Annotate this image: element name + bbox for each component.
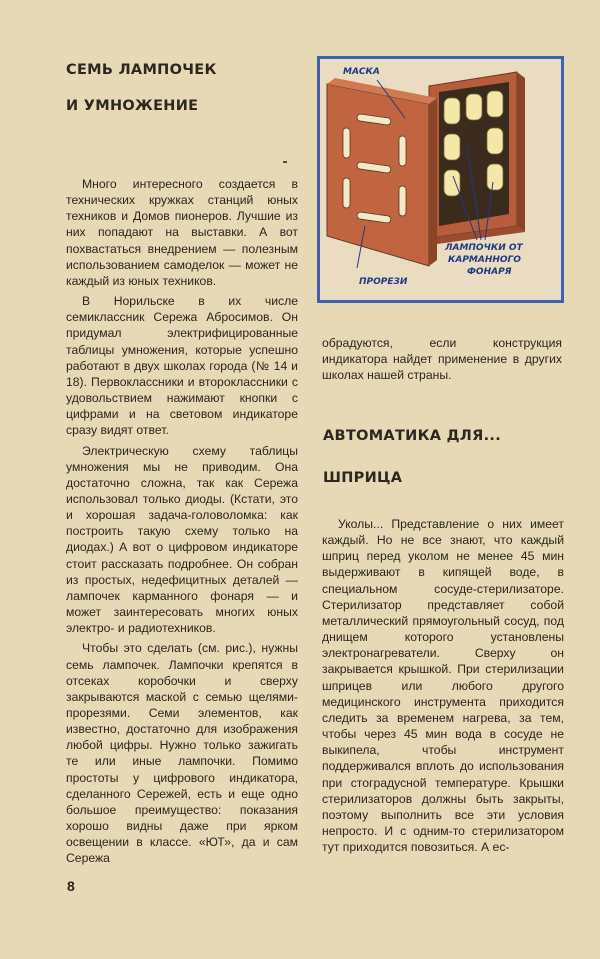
article1-paragraph: Чтобы это сделать (см. рис.), нужны семь лампочек. Лампочки крепятся в отсеках коробочки и сверху закрываются маской с семью щелями-прорезями. Семи элементов, как известно, достаточно для изображения любой цифры. Нужно только зажигать те или иные лампочки. Помимо простоты у цифрового индикатора, сделанного Сережей, есть и еще одно большое преимущество: показания хорошо видны даже при ярком освещении в классе. «ЮТ», да и сам Сережа bbox=[66, 641, 298, 866]
article1-title-line1: СЕМЬ ЛАМПОЧЕК bbox=[66, 62, 217, 78]
article1-title-line2: И УМНОЖЕНИЕ bbox=[66, 98, 199, 114]
article1-paragraph: Много интересного создается в технических кружках станций юных техников и Домов пионеров. Лучшие из них попадают на выставки. А вот похвастаться внедрением — полезным использованием самоделок — может не каждый из юных техников. bbox=[66, 177, 298, 288]
article2-title-line1: АВТОМАТИКА ДЛЯ... bbox=[323, 428, 502, 444]
article1-body bbox=[66, 176, 298, 871]
label-bulbs-line3: ФОНАРЯ bbox=[467, 267, 512, 277]
article1-paragraph: В Норильске в их числе семиклассник Сережа Абросимов. Он придумал электрифицированные таблицы умножения, которые успешно работают в двух школах города (№ 14 и 18). Первоклассники и второклассники с удовольствием нажимают кнопки с цифрами и на световом индикаторе сразу видят ответ. bbox=[66, 294, 298, 438]
print-mark bbox=[283, 161, 287, 163]
article2-paragraph: Уколы... Представление о них имеет каждый. Но не все знают, что каждый шприц перед уколом не менее 45 мин выдерживают в кипящей воде, в специальном сосуде-стерилизаторе. Стерилизатор представляет собой металлический прямоугольный сосуд, под днищем которого установлены электронагреватели. Сверху он закрывается крышкой. При стерилизации шприцев или любого другого медицинского инструмента приходится следить за временем нагрева, за тем, чтобы через 45 мин вода в сосуде не выкипела, чтобы инструмент поддерживался вплоть до использования при стоградусной температуре. Крышки стерилизаторов должны быть закрыты, поэтому выполнить все эти условия непросто. И с одним-то стерилизатором тут приходится повозиться. А ес- bbox=[322, 517, 564, 855]
article1-continuation-text: обрадуются, если конструкция индикатора найдет применение в других школах нашей страны. bbox=[322, 336, 562, 383]
page-number: 8 bbox=[67, 878, 75, 894]
article1-paragraph: Электрическую схему таблицы умножения мы не приводим. Она достаточно сложна, так как Сережа использовал только диоды. (Кстати, это и хорошая задача-головоломка: как построить такую схему только на диодах.) А вот о цифровом индикаторе стоит рассказать подробнее. Он собран из простых, недефицитных деталей — лампочек карманного фонаря — и может заинтересовать многих юных электро- и радиотехников. bbox=[66, 443, 298, 636]
article2-body bbox=[322, 516, 564, 859]
label-bulbs-line1: ЛАМПОЧКИ ОТ bbox=[445, 243, 523, 253]
indicator-illustration bbox=[317, 56, 564, 303]
article2-title-line2: ШПРИЦА bbox=[323, 470, 403, 486]
label-bulbs-line2: КАРМАННОГО bbox=[448, 255, 521, 265]
label-slots: ПРОРЕЗИ bbox=[359, 277, 408, 287]
label-mask: МАСКА bbox=[343, 67, 380, 77]
indicator-figure bbox=[317, 56, 564, 303]
article1-continuation bbox=[322, 335, 562, 387]
